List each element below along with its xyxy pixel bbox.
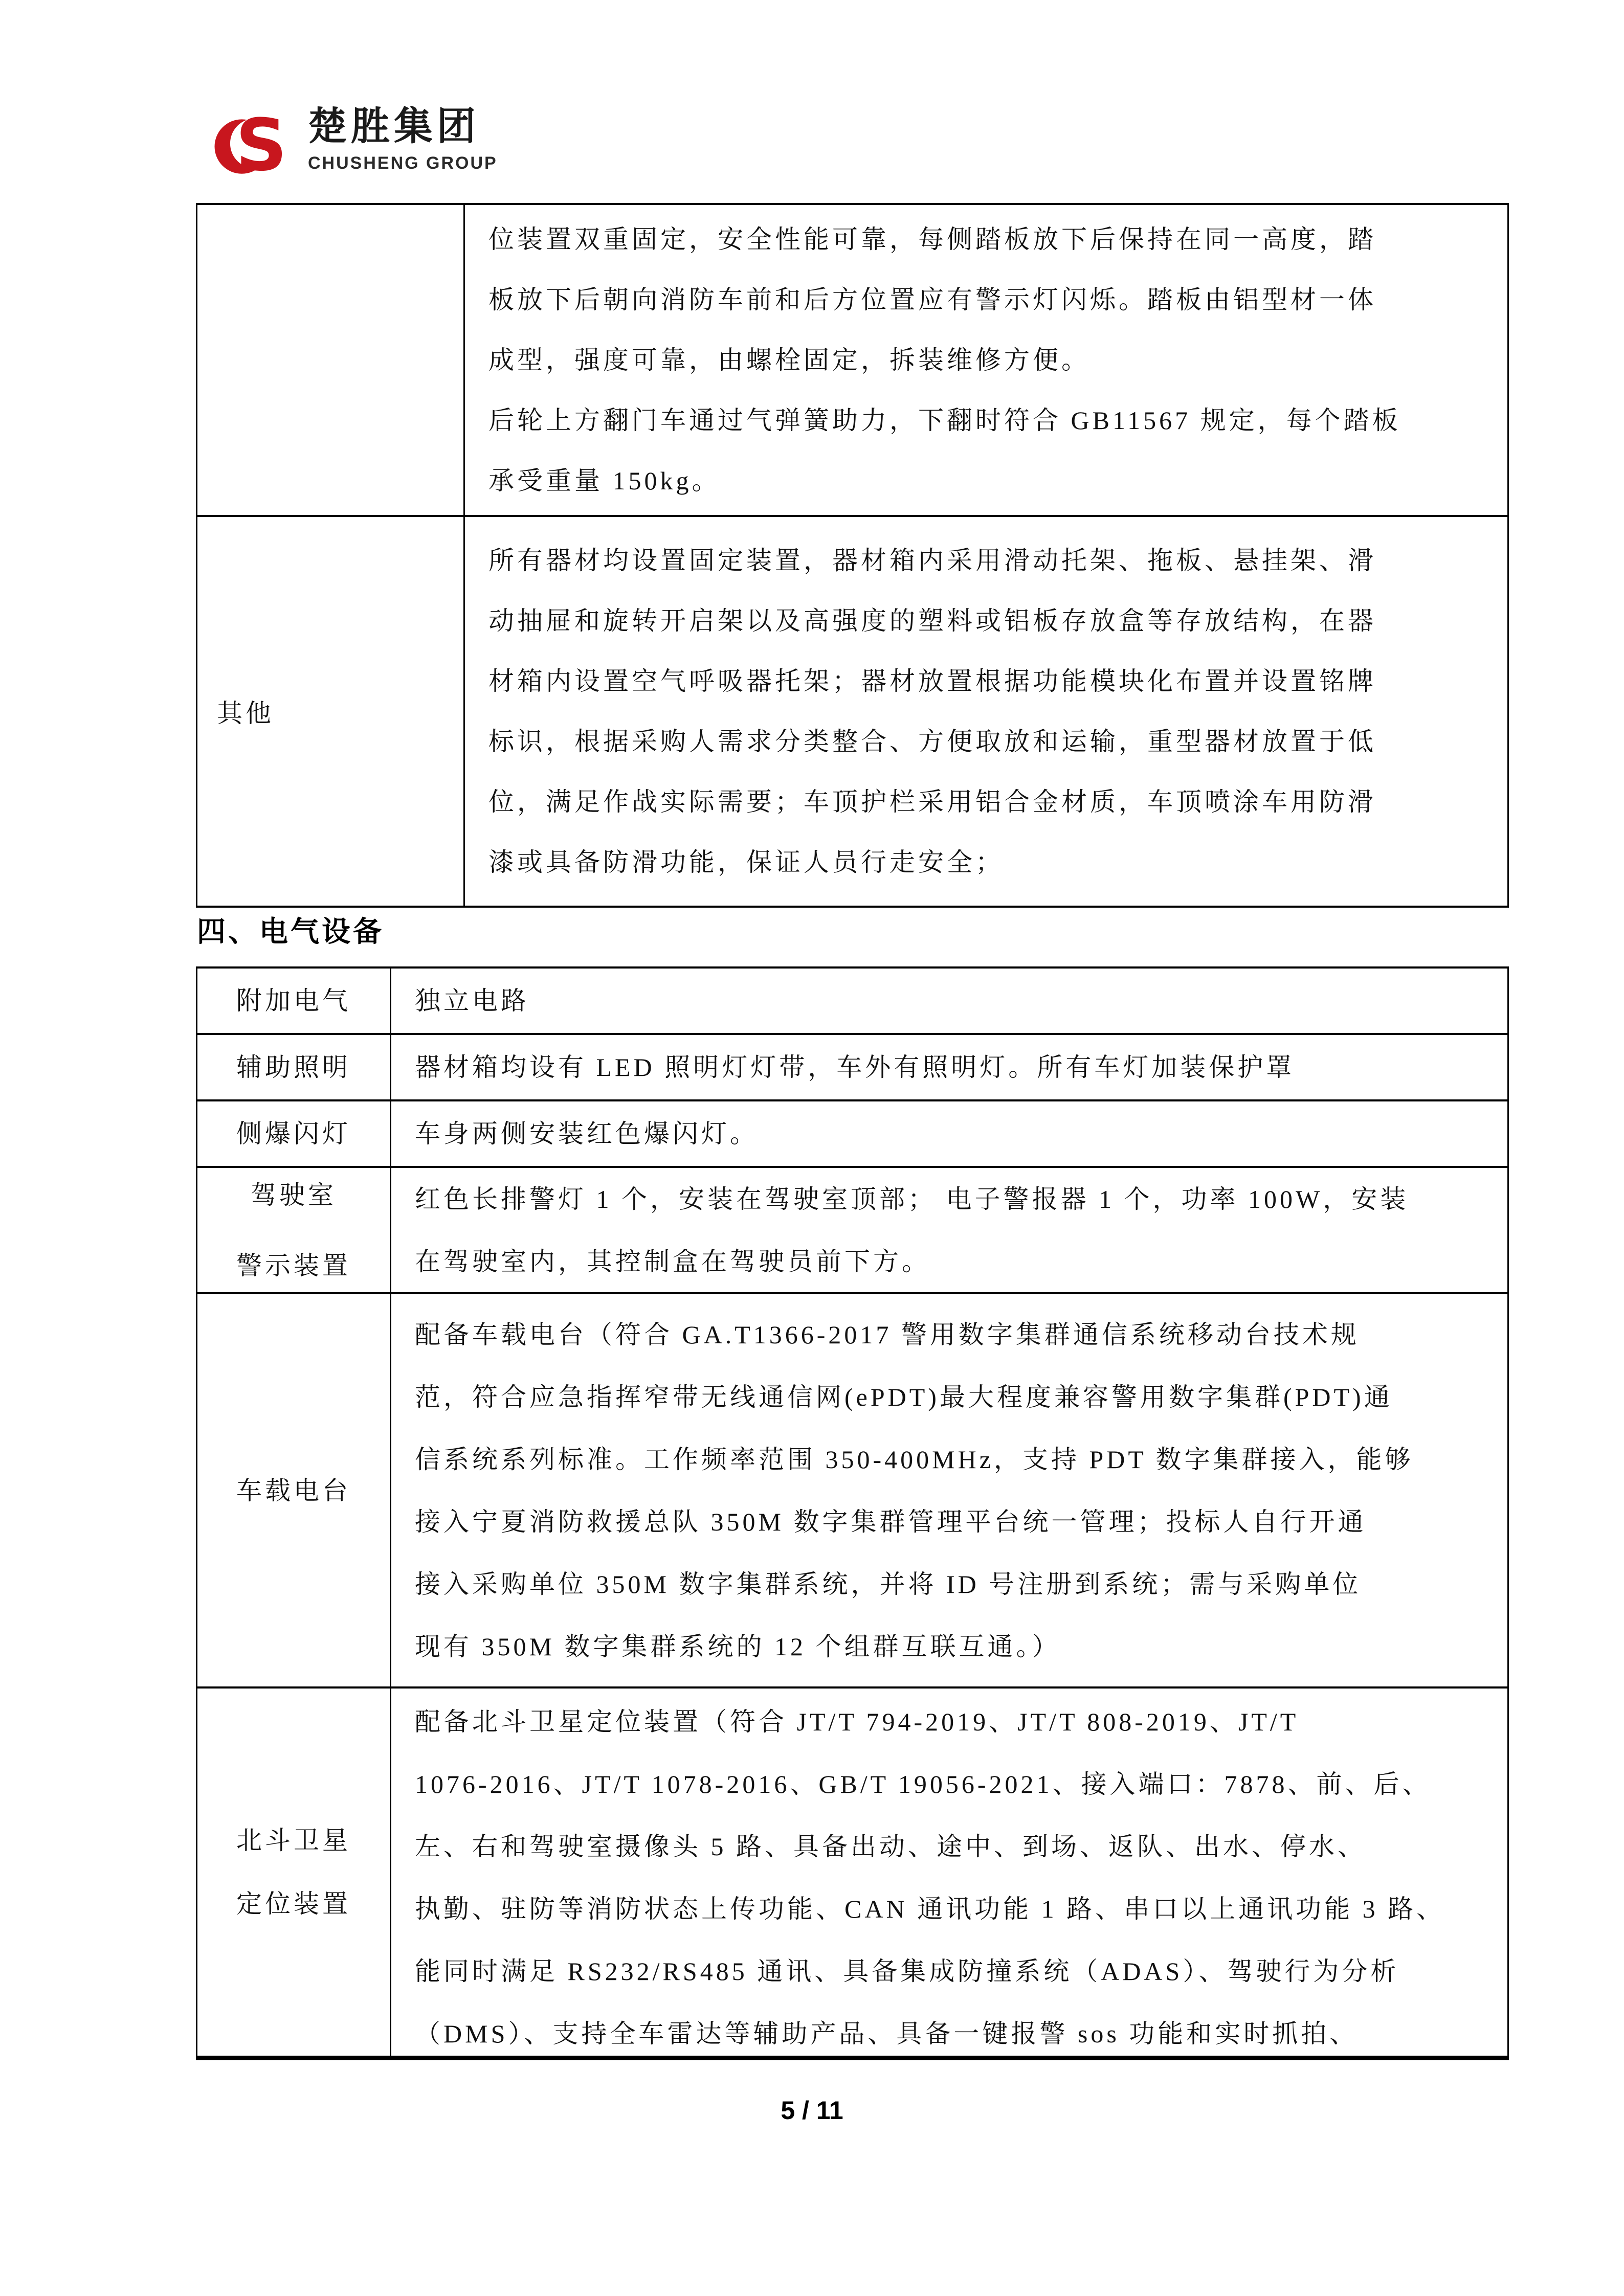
table-row-additional-electric (197, 969, 1507, 1035)
company-name-cn: 楚胜集团 (308, 105, 480, 148)
row-content (391, 1035, 1507, 1099)
table-row-auxiliary-lighting (197, 1035, 1507, 1101)
text-line: 漆或具备防滑功能，保证人员行走安全； (488, 848, 1004, 876)
text-line: 配备车载电台（符合 GA.T1366-2017 警用数字集群通信系统移动台技术规 (415, 1320, 1360, 1349)
row-content (391, 969, 1507, 1033)
label-line: 驾驶室 (251, 1180, 337, 1209)
logo-text-block (308, 101, 498, 173)
company-name-en: CHUSHENG GROUP (308, 153, 498, 173)
text-line: 承受重量 150kg。 (488, 466, 721, 495)
text-line: 能同时满足 RS232/RS485 通讯、具备集成防撞系统（ADAS）、驾驶行为分析 (415, 1957, 1399, 1986)
table-row (197, 205, 1507, 517)
text-line: 车身两侧安装红色爆闪灯。 (415, 1119, 759, 1148)
text-line: 执勤、驻防等消防状态上传功能、CAN 通讯功能 1 路、串口以上通讯功能 3 路、 (415, 1895, 1445, 1923)
table-row-vehicle-radio (197, 1294, 1507, 1689)
table-electrical-equipment (196, 966, 1509, 2060)
text-line: 1076-2016、JT/T 1078-2016、GB/T 19056-2021、接入端口：7878、前、后、 (415, 1770, 1431, 1798)
text-line: 信系统系列标准。工作频率范围 350-400MHz，支持 PDT 数字集群接入，能够 (415, 1445, 1414, 1474)
row-label-empty (197, 205, 465, 515)
table-equipment-structure (196, 203, 1509, 908)
text-line: 标识，根据采购人需求分类整合、方便取放和运输，重型器材放置于低 (488, 727, 1376, 756)
label-line: 定位装置 (236, 1889, 351, 1918)
row-content (391, 1294, 1507, 1686)
label-line: 辅助照明 (236, 1053, 351, 1082)
svg-text:S: S (235, 103, 287, 187)
table-row-other (197, 517, 1507, 908)
row-label (197, 1168, 391, 1292)
row-label (197, 1101, 391, 1166)
row-content (465, 205, 1507, 515)
text-line: 动抽屉和旋转开启架以及高强度的塑料或铝板存放盒等存放结构，在器 (488, 606, 1376, 635)
text-line: 在驾驶室内，其控制盒在驾驶员前下方。 (415, 1247, 930, 1276)
text-line: 后轮上方翻门车通过气弹簧助力，下翻时符合 GB11567 规定，每个踏板 (488, 406, 1401, 435)
table-row-beidou-positioning (197, 1689, 1507, 2060)
text-line: 所有器材均设置固定装置，器材箱内采用滑动托架、拖板、悬挂架、滑 (488, 546, 1376, 575)
row-content (391, 1689, 1507, 2056)
text-line: 接入宁夏消防救援总队 350M 数字集群管理平台统一管理；投标人自行开通 (415, 1507, 1367, 1536)
row-label (197, 1689, 391, 2056)
text-line: 范，符合应急指挥窄带无线通信网(ePDT)最大程度兼容警用数字集群(PDT)通 (415, 1382, 1393, 1411)
row-label (197, 1035, 391, 1099)
text-line: 红色长排警灯 1 个，安装在驾驶室顶部； 电子警报器 1 个，功率 100W，安装 (415, 1184, 1409, 1213)
label-line: 附加电气 (236, 986, 351, 1015)
label-line: 侧爆闪灯 (236, 1119, 351, 1148)
label-line: 车载电台 (236, 1476, 351, 1505)
text-line: 器材箱均设有 LED 照明灯灯带，车外有照明灯。所有车灯加装保护罩 (415, 1053, 1295, 1082)
text-line: 独立电路 (415, 986, 529, 1015)
text-line: 现有 350M 数字集群系统的 12 个组群互联互通。） (415, 1632, 1061, 1661)
row-content (465, 517, 1507, 906)
text-line: 板放下后朝向消防车前和后方位置应有警示灯闪烁。踏板由铝型材一体 (488, 285, 1376, 314)
table-row-cab-warning-device (197, 1168, 1507, 1294)
text-line: 位，满足作战实际需要；车顶护栏采用铝合金材质，车顶喷涂车用防滑 (488, 787, 1376, 816)
text-line: 成型，强度可靠，由螺栓固定，拆装维修方便。 (488, 346, 1090, 374)
text-line: 材箱内设置空气呼吸器托架；器材放置根据功能模块化布置并设置铭牌 (488, 667, 1376, 695)
row-label (197, 1294, 391, 1686)
table-row-side-strobe (197, 1101, 1507, 1168)
text-line: （DMS）、支持全车雷达等辅助产品、具备一键报警 sos 功能和实时抓拍、 (415, 2019, 1359, 2048)
row-label: 其他 (197, 517, 465, 906)
company-logo (214, 101, 498, 187)
chusheng-logo-icon (214, 101, 292, 187)
text-line: 左、右和驾驶室摄像头 5 路、具备出动、途中、到场、返队、出水、停水、 (415, 1832, 1366, 1861)
label-line: 北斗卫星 (236, 1826, 351, 1855)
label-line: 警示装置 (236, 1251, 351, 1280)
row-content (391, 1168, 1507, 1292)
text-line: 接入采购单位 350M 数字集群系统，并将 ID 号注册到系统；需与采购单位 (415, 1569, 1362, 1599)
section-heading-electrical: 四、电气设备 (197, 916, 384, 948)
page-number: 5 / 11 (781, 2096, 843, 2125)
row-content (391, 1101, 1507, 1166)
row-label (197, 969, 391, 1033)
text-line: 配备北斗卫星定位装置（符合 JT/T 794-2019、JT/T 808-2019、JT/T (415, 1707, 1299, 1736)
text-line: 位装置双重固定，安全性能可靠，每侧踏板放下后保持在同一高度，踏 (488, 225, 1376, 254)
